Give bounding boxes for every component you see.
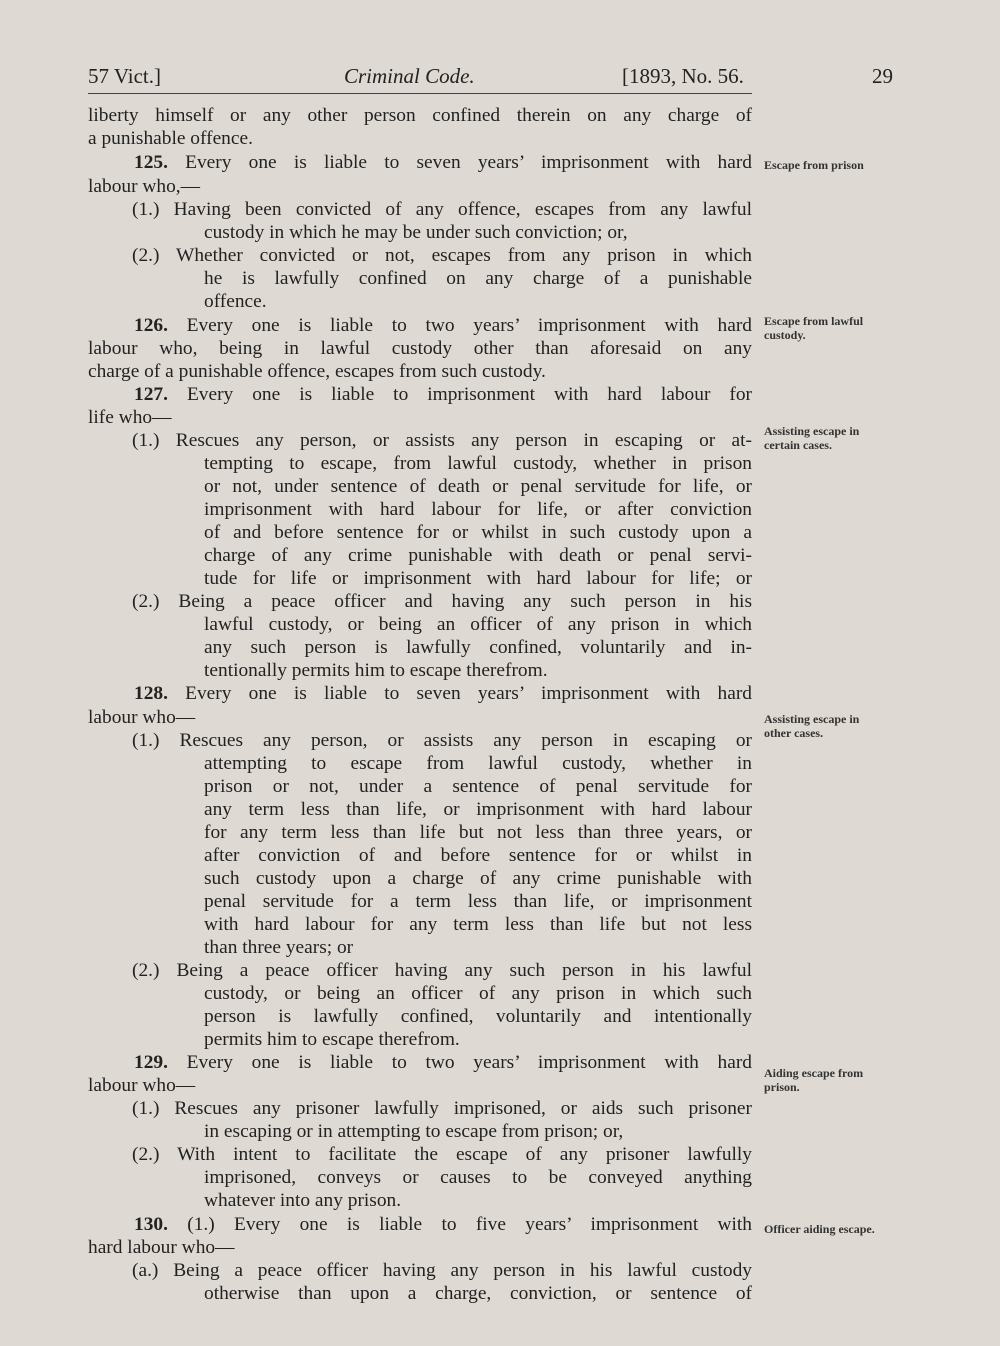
margin-note-127: Assisting escape in certain cases. <box>764 424 860 452</box>
text-line: tempting to escape, from lawful custody, whether in prison <box>204 453 752 474</box>
text-line: person is lawfully confined, voluntarily and intentionally <box>204 1006 752 1027</box>
text-span: Every one is liable to two years’ imprisonment with hard <box>186 315 752 336</box>
section-number: 126. <box>134 315 168 336</box>
text-line: (2.) Whether convicted or not, escapes from any prison in which <box>132 245 752 266</box>
section-number: 128. <box>134 683 168 704</box>
text-line: (1.) Rescues any prisoner lawfully imprisoned, or aids such prisoner <box>132 1098 752 1119</box>
text-span: (1.) Every one is liable to five years’ imprisonment with <box>187 1214 752 1235</box>
text-span: Every one is liable to seven years’ imprisonment with hard <box>185 683 752 704</box>
text-line: or not, under sentence of death or penal servitude for life, or <box>204 476 752 497</box>
text-line: with hard labour for any term less than life but not less <box>204 914 752 935</box>
section-number: 129. <box>134 1052 168 1073</box>
text-line: for any term less than life but not less than three years, or <box>204 822 752 843</box>
text-line: (2.) Being a peace officer having any such person in his lawful <box>132 960 752 981</box>
text-line: he is lawfully confined on any charge of a punishable <box>204 268 752 289</box>
margin-note-126: Escape from lawful custody. <box>764 314 864 342</box>
text-span: Every one is liable to two years’ imprisonment with hard <box>186 1052 752 1073</box>
text-line: in escaping or in attempting to escape from prison; or, <box>204 1121 624 1142</box>
text-line: otherwise than upon a charge, conviction, or sentence of <box>204 1283 752 1304</box>
running-head-year: [1893, No. 56. <box>622 64 744 88</box>
section-126-line <box>134 314 752 338</box>
text-line: (1.) Having been convicted of any offence, escapes from any lawful <box>132 199 752 220</box>
text-line: (1.) Rescues any person, or assists any person in escaping or <box>132 730 752 751</box>
text-line: custody, or being an officer of any prison in which such <box>204 983 752 1004</box>
text-span: Every one is liable to seven years’ imprisonment with hard <box>185 152 752 173</box>
text-line: than three years; or <box>204 937 354 958</box>
text-line: liberty himself or any other person confined therein on any charge of <box>88 105 752 126</box>
text-line: attempting to escape from lawful custody, whether in <box>204 753 752 774</box>
text-line: any term less than life, or imprisonment with hard labour <box>204 799 752 820</box>
text-line: whatever into any prison. <box>204 1190 402 1211</box>
section-number: 130. <box>134 1214 168 1235</box>
text-line: labour who— <box>88 1075 196 1096</box>
section-number: 125. <box>134 152 168 173</box>
section-130-line <box>134 1213 752 1237</box>
margin-note-129: Aiding escape from prison. <box>764 1066 864 1094</box>
text-line: prison or not, under a sentence of penal servitude for <box>204 776 752 797</box>
margin-note-125: Escape from prison <box>764 158 864 172</box>
text-line: (2.) With intent to facilitate the escape of any prisoner lawfully <box>132 1144 752 1165</box>
text-line: of and before sentence for or whilst in such custody upon a <box>204 522 752 543</box>
text-line: labour who— <box>88 707 196 728</box>
text-line: after conviction of and before sentence for or whilst in <box>204 845 752 866</box>
text-line: custody in which he may be under such conviction; or, <box>204 222 628 243</box>
text-line: a punishable offence. <box>88 128 253 149</box>
text-line: penal servitude for a term less than life, or imprisonment <box>204 891 752 912</box>
text-line: lawful custody, or being an officer of any prison in which <box>204 614 752 635</box>
text-line: tude for life or imprisonment with hard labour for life; or <box>204 568 752 589</box>
page-number: 29 <box>872 64 893 88</box>
section-128-line <box>134 682 752 706</box>
margin-note-130: Officer aiding escape. <box>764 1222 875 1236</box>
section-number: 127. <box>134 384 168 405</box>
section-125-line <box>134 151 752 175</box>
text-span: Every one is liable to imprisonment with hard labour for <box>186 384 752 405</box>
text-line: hard labour who— <box>88 1237 235 1258</box>
text-line: (2.) Being a peace officer and having any such person in his <box>132 591 752 612</box>
text-line: permits him to escape therefrom. <box>204 1029 460 1050</box>
text-line: (1.) Rescues any person, or assists any person in escaping or at- <box>132 430 752 451</box>
header-rule <box>88 93 752 94</box>
section-127-line <box>134 383 752 407</box>
text-line: imprisoned, conveys or causes to be conveyed anything <box>204 1167 752 1188</box>
text-line: any such person is lawfully confined, voluntarily and in- <box>204 637 752 658</box>
running-head-title: Criminal Code. <box>344 64 475 88</box>
section-129-line <box>134 1051 752 1075</box>
text-line: life who— <box>88 407 172 428</box>
text-line: offence. <box>204 291 267 312</box>
text-line: charge of any crime punishable with death or penal servi- <box>204 545 752 566</box>
text-line: labour who,— <box>88 176 201 197</box>
text-line: tentionally permits him to escape therefrom. <box>204 660 548 681</box>
text-line: (a.) Being a peace officer having any person in his lawful custody <box>132 1260 752 1281</box>
text-line: charge of a punishable offence, escapes from such custody. <box>88 361 546 382</box>
margin-note-128: Assisting escape in other cases. <box>764 712 860 740</box>
running-head-left: 57 Vict.] <box>88 64 162 88</box>
text-line: labour who, being in lawful custody other than aforesaid on any <box>88 338 752 359</box>
text-line: such custody upon a charge of any crime punishable with <box>204 868 752 889</box>
text-line: imprisonment with hard labour for life, or after conviction <box>204 499 752 520</box>
